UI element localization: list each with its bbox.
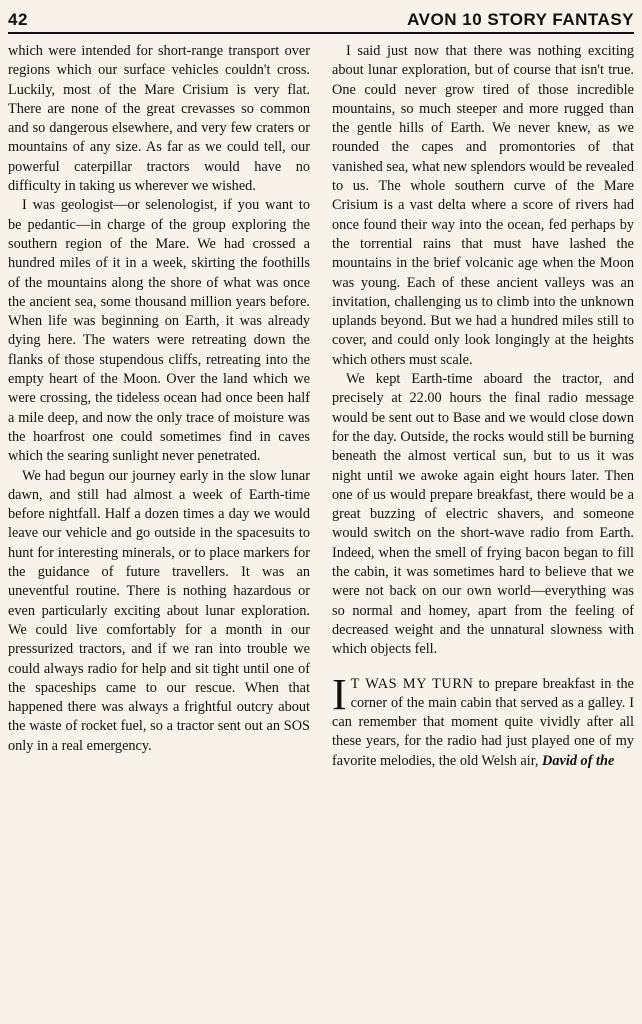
lead-in-caps: T WAS MY TURN [350,675,474,692]
left-column [8,42,310,771]
paragraph-text: to prepare breakfast in the corner of the main cabin that served as a galley. I can remember that moment quite vividly after all these years, for the radio had just played one of my favorite melodies, the old Welsh air, [332,675,634,769]
drop-cap: I [332,669,347,719]
song-title-italic: David of the [542,752,615,769]
right-column [332,42,634,771]
paragraph: which were intended for short-range transport over regions which our surface vehicles couldn't cross. Luckily, most of the Mare Crisium is very flat. There are none of the great crevasses so common and so dangerous elsewhere, and very few craters or mountains of any size. As far as we could tell, our powerful caterpillar tractors would have no difficulty in taking us wherever we wished. [8,43,310,195]
section-break [332,660,634,675]
running-title: AVON 10 STORY FANTASY [407,10,634,29]
text-columns [8,42,634,771]
page-number: 42 [8,10,28,29]
paragraph: I said just now that there was nothing exciting about lunar exploration, but of course that isn't true. One could never grow tired of those incredible mountains, so much steeper and more rugged than the gentle hills of Earth. We never knew, as we rounded the capes and promontories of that vanished sea, what new splendors would be revealed to us. The whole southern curve of the Mare Crisium is a vast delta where a score of rivers had once found their way into the ocean, fed perhaps by the torrential rains that must have lashed the mountains in the brief volcanic age when the Moon was young. Each of these ancient valleys was an invitation, challenging us to climb into the unknown uplands beyond. But we had a hundred miles still to cover, and could only look longingly at the heights which others must scale. [332,43,634,368]
section-opening-paragraph [332,669,634,771]
paragraph: I was geologist—or selenologist, if you want to be pedantic—in charge of the group exploring the southern region of the Mare. We had crossed a hundred miles of it in a week, skirting the foothills of the mountains along the shore of what was once the ancient sea, some thousand million years before. When life was beginning on Earth, it was already dying here. The waters were retreating down the flanks of those stupendous cliffs, retreating into the empty heart of the Moon. Over the land which we were crossing, the tideless ocean had once been half a mile deep, and now the only trace of moisture was the hoarfrost one could sometimes find in caves which the searing sunlight never penetrated. [8,197,310,465]
paragraph: We had begun our journey early in the slow lunar dawn, and still had almost a week of Earth-time before nightfall. Half a dozen times a day we would leave our vehicle and go outside in the spacesuits to hunt for interesting minerals, or to place markers for the guidance of future travellers. It was an uneventful routine. There is nothing hazardous or even particularly exciting about lunar exploration. We could live comfortably for a month in our pressurized tractors, and if we ran into trouble we could always radio for help and sit tight until one of the spaceships came to our rescue. When that happened there was always a frightful outcry about the waste of rocket fuel, so a tractor sent out an SOS only in a real emergency. [8,467,310,754]
paragraph: We kept Earth-time aboard the tractor, and precisely at 22.00 hours the final radio message would be sent out to Base and we would close down for the day. Outside, the rocks would still be burning beneath the almost vertical sun, but to us it was night until we awoke again eight hours later. Then one of us would prepare breakfast, there would be a great buzzing of electric shavers, and someone would switch on the short-wave radio from Earth. Indeed, when the smell of frying bacon began to fill the cabin, it was sometimes hard to believe that we were not back on our own world—everything was so normal and homey, apart from the feeling of decreased weight and the unnatural slowness with which objects fell. [332,371,634,658]
page-header [8,4,634,34]
